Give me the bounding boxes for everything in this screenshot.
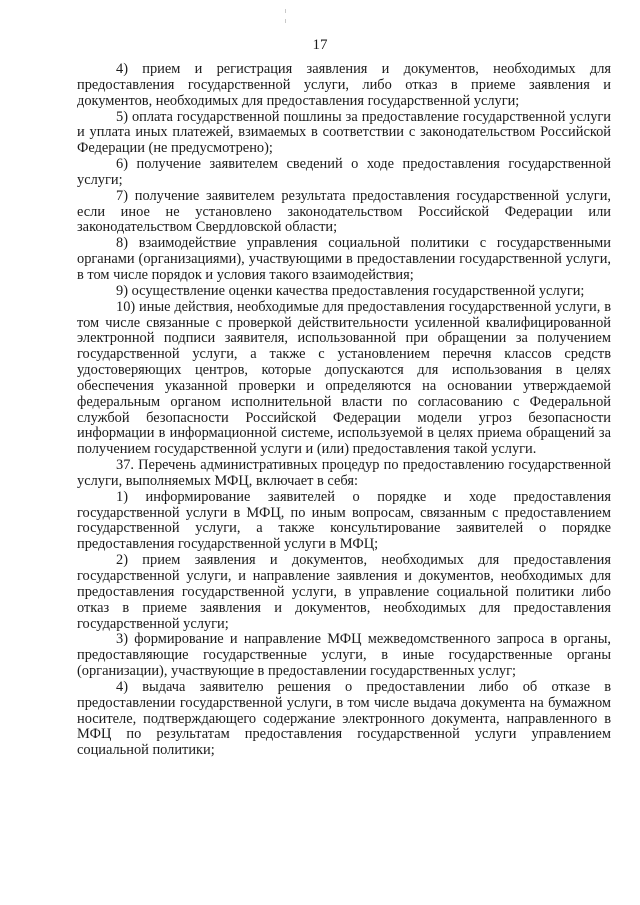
mfc-item-3: 3) формирование и направление МФЦ межведомственного запроса в органы, предоставляющие государственные услуги, в иные государственные органы (организации), участвующие в предоставлении государственных услуг; bbox=[77, 631, 611, 680]
paragraph-item-9: 9) осуществление оценки качества предоставления государственной услуги; bbox=[116, 282, 585, 299]
mfc-item-2: 2) прием заявления и документов, необходимых для предоставления государственной услуги, и направление заявления и документов, необходимых для предоставления государственной услуги, в управление социальной политики либо отказ в приеме заявления и документов, необходимых для предоставления государственной услуги; bbox=[77, 552, 611, 632]
paragraph-item-10: 10) иные действия, необходимые для предоставления государственной услуги, в том числе связанные с проверкой действительности усиленной квалифицированной электронной подписи заявителя, использованной при обращении за получением государственной услуги, а также с установлением перечня классов средств удостоверяющих центров, которые допускаются для использования в целях обеспечения указанной проверки и определяются на основании утверждаемой федеральным органом исполнительной власти по согласованию с Федеральной службой безопасности Российской Федерации модели угроз безопасности информации в информационной системе, используемой в целях приема обращений за получением государственной услуги и (или) предоставления такой услуги. bbox=[77, 298, 611, 458]
mfc-item-4: 4) выдача заявителю решения о предоставлении либо об отказе в предоставлении государственной услуги, в том числе выдача документа на бумажном носителе, подтверждающего содержание электронного документа, направленного в МФЦ по результатам предоставления государственной услуги управлением социальной политики; bbox=[77, 678, 611, 759]
page-number: 17 bbox=[312, 37, 328, 53]
paragraph-item-6: 6) получение заявителем сведений о ходе предоставления государственной услуги; bbox=[77, 156, 611, 188]
paragraph-item-7: 7) получение заявителем результата предоставления государственной услуги, если иное не установлено законодательством Российской Федерации или законодательством Свердловской области; bbox=[77, 187, 611, 236]
scan-mark bbox=[285, 9, 286, 13]
body-text bbox=[77, 62, 611, 759]
paragraph-item-4: 4) прием и регистрация заявления и документов, необходимых для предоставления государственной услуги, либо отказ в приеме заявления и документов, необходимых для предоставления государственной услуги; bbox=[77, 61, 611, 109]
paragraph-item-5: 5) оплата государственной пошлины за предоставление государственной услуги и уплата иных платежей, взимаемых в соответствии с законодательством Российской Федерации (не предусмотрено); bbox=[77, 108, 611, 157]
mfc-item-1: 1) информирование заявителей о порядке и ходе предоставления государственной услуги в МФЦ, по иным вопросам, связанным с предоставлением государственной услуги, а также консультирование заявителей о порядке предоставления государственной услуги в МФЦ; bbox=[77, 488, 611, 553]
scan-mark bbox=[285, 19, 286, 23]
section-37-heading: 37. Перечень административных процедур по предоставлению государственной услуги, выполняемых МФЦ, включает в себя: bbox=[77, 457, 611, 489]
paragraph-item-8: 8) взаимодействие управления социальной политики с государственными органами (организациями), участвующими в предоставлении государственной услуги, в том числе порядок и условия такого взаимодействия; bbox=[77, 235, 611, 283]
